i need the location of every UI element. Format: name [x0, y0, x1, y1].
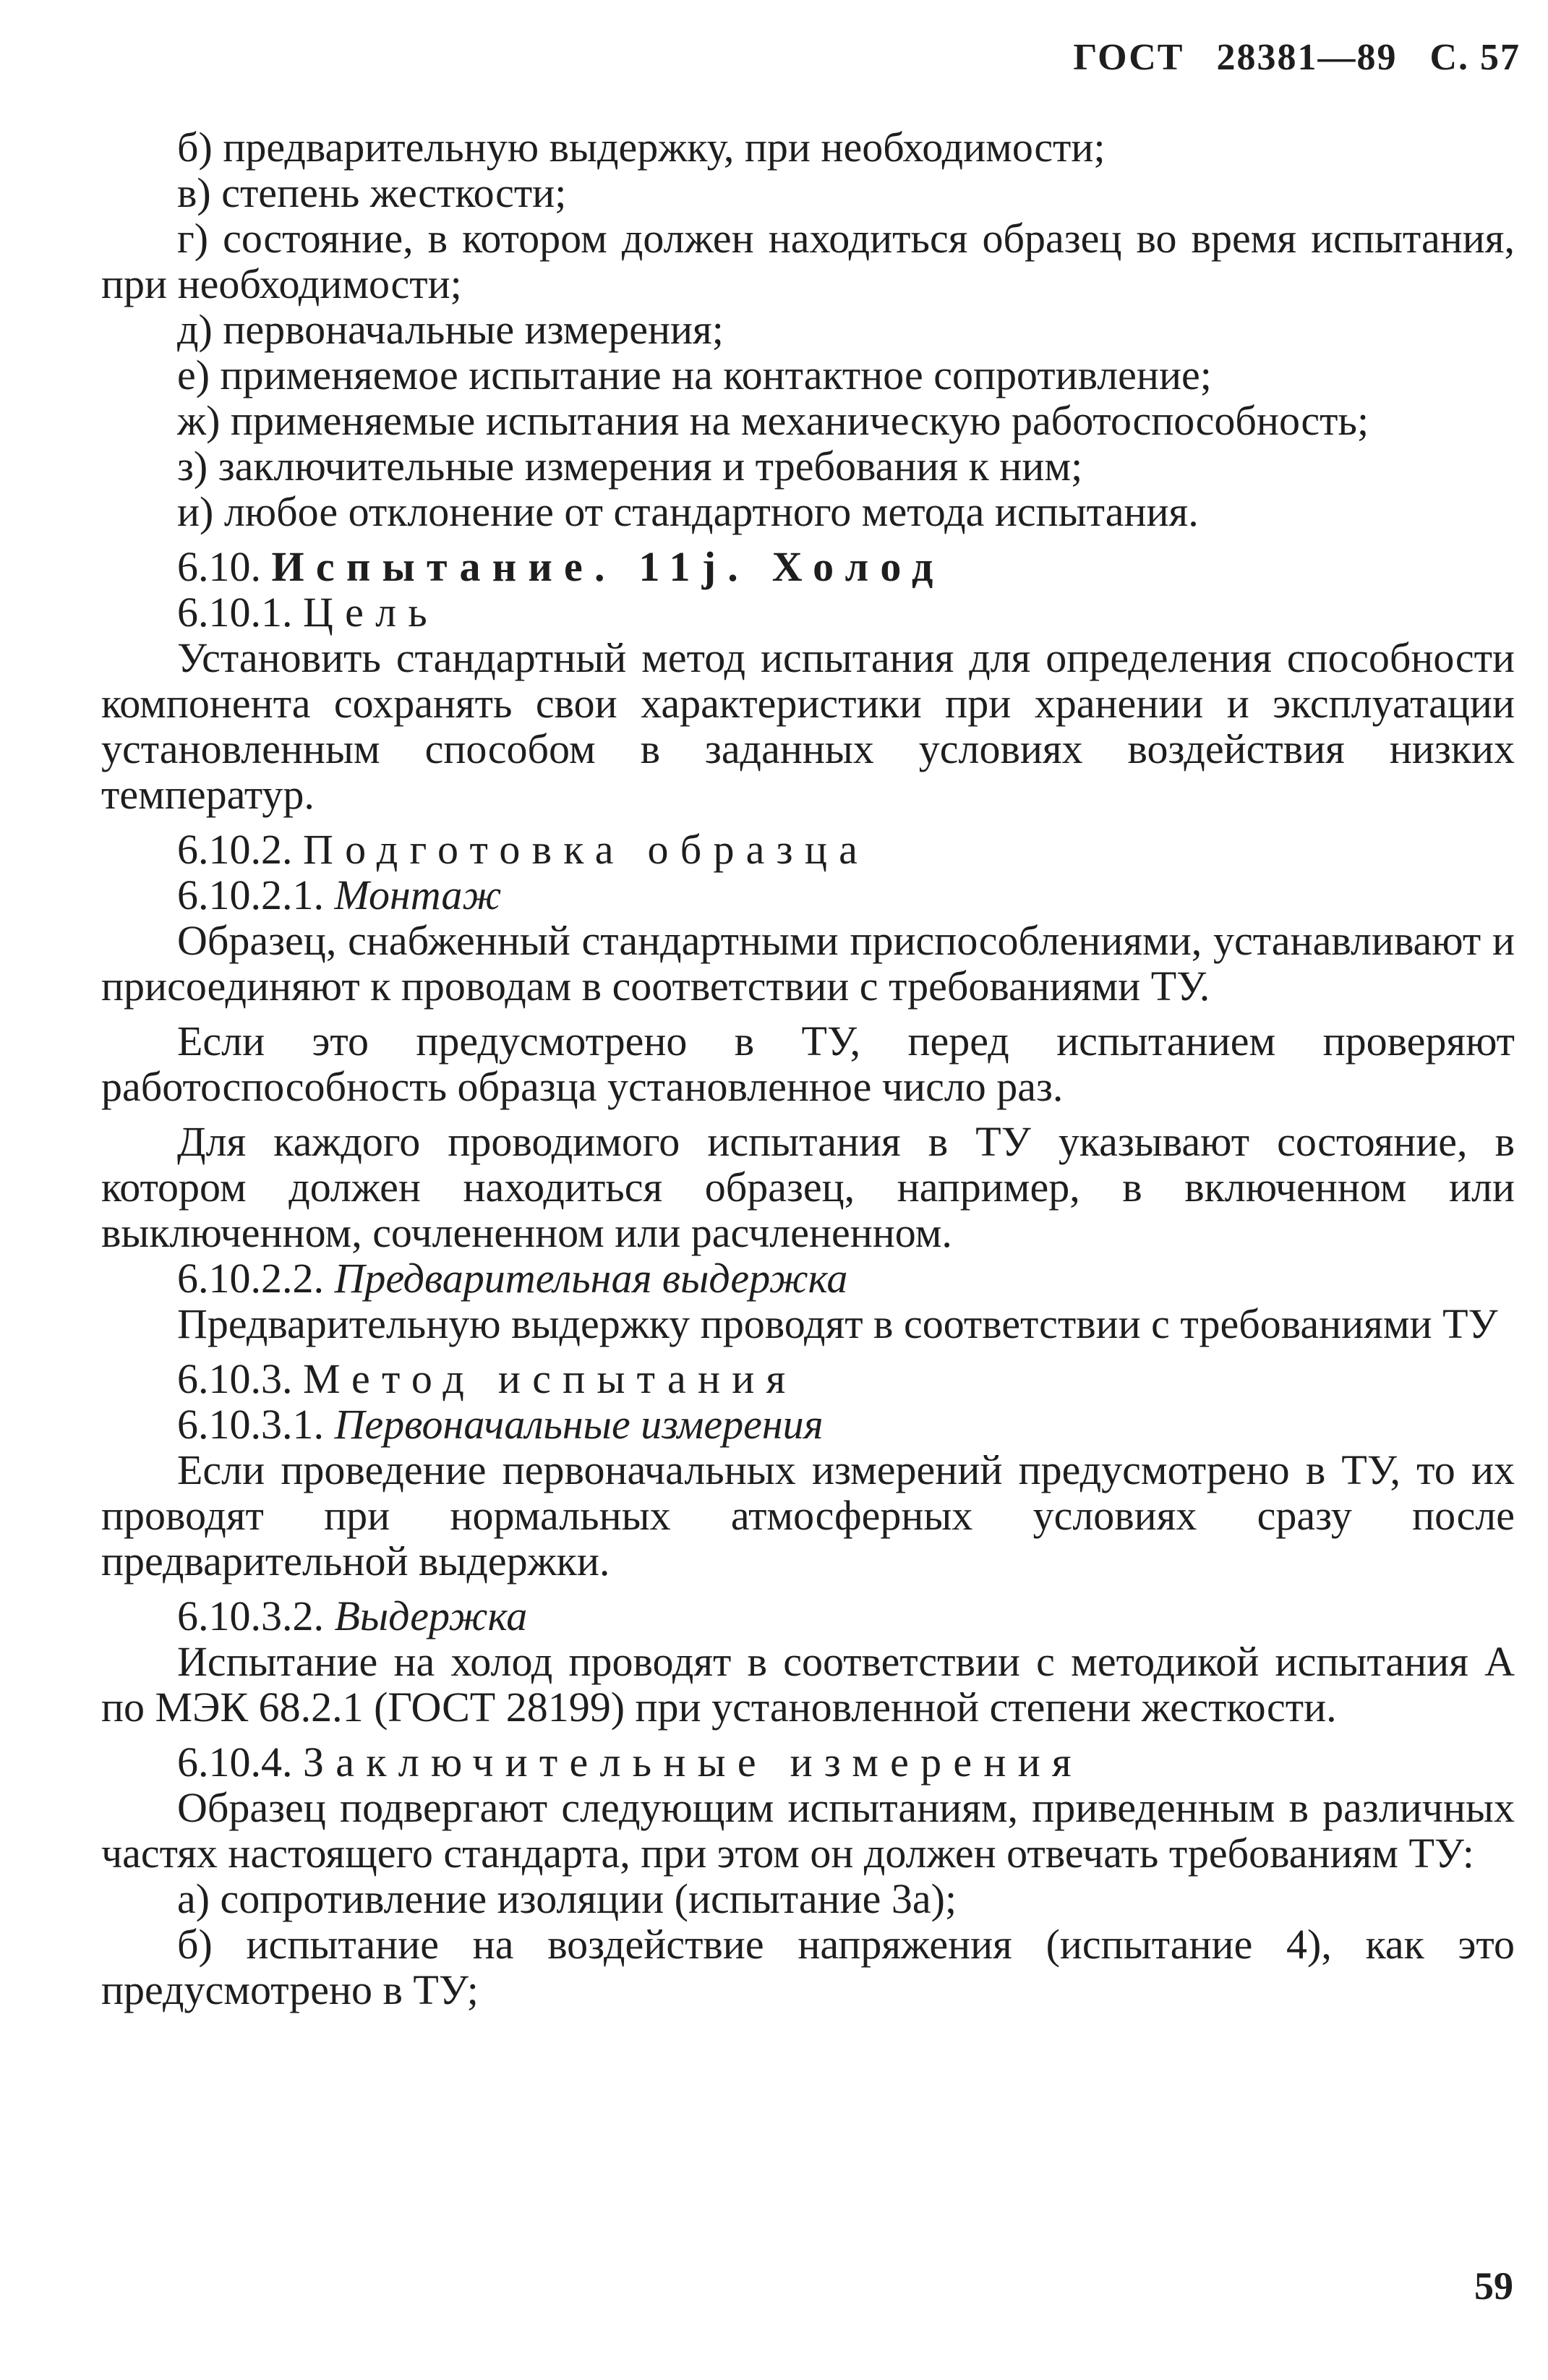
- section-number: 6.10.2.1.: [177, 871, 324, 918]
- subsection-heading: [101, 589, 1515, 635]
- subsection-heading: [101, 1739, 1515, 1785]
- section-title: Испытание. 11j. Холод: [271, 543, 945, 590]
- section-title: Выдержка: [334, 1592, 528, 1639]
- paragraph: Образец подвергают следующим испытаниям, приведенным в различных частях настоящего стандарта, при этом он должен отвечать требованиям ТУ:: [101, 1784, 1515, 1877]
- clause-heading: [101, 872, 1515, 918]
- paragraph: Если проведение первоначальных измерений предусмотрено в ТУ, то их проводят при нормальных атмосферных условиях сразу после предварительной выдержки.: [101, 1446, 1515, 1584]
- subsection-heading: [101, 1356, 1515, 1402]
- list-item: е) применяемое испытание на контактное сопротивление;: [177, 351, 1212, 398]
- paragraph: Если это предусмотрено в ТУ, перед испытанием проверяют работоспособность образца установленное число раз.: [101, 1018, 1515, 1110]
- header-page-ref: С. 57: [1429, 37, 1521, 78]
- clause-heading: [101, 1402, 1515, 1447]
- section-title: Подготовка образца: [303, 826, 870, 873]
- section-number: 6.10.3.1.: [177, 1401, 324, 1448]
- section-number: 6.10.3.2.: [177, 1592, 324, 1639]
- requirements-list: [101, 124, 1515, 534]
- paragraph: Испытание на холод проводят в соответствии с методикой испытания А по МЭК 68.2.1 (ГОСТ 28199) при установленной степени жесткости.: [101, 1638, 1515, 1731]
- section-title: Заключительные измерения: [303, 1739, 1083, 1786]
- clause-heading: [101, 1593, 1515, 1639]
- paragraph: Установить стандартный метод испытания для определения способности компонента сохранять свои характеристики при хранении и эксплуатации установленным способом в заданных условиях воздействия низких температур.: [101, 634, 1515, 818]
- section-number: 6.10.1.: [177, 589, 293, 636]
- list-item: в) степень жесткости;: [177, 169, 567, 216]
- paragraph: Для каждого проводимого испытания в ТУ указывают состояние, в котором должен находиться образец, например, в включенном или выключенном, сочлененном или расчлененном.: [101, 1118, 1515, 1256]
- list-item: а) сопротивление изоляции (испытание 3а);: [177, 1875, 957, 1922]
- list-item: и) любое отклонение от стандартного метода испытания.: [177, 488, 1199, 535]
- list-item: з) заключительные измерения и требования к ним;: [177, 443, 1083, 490]
- list-item: г) состояние, в котором должен находиться образец во время испытания, при необходимости;: [101, 215, 1515, 307]
- section-title: Первоначальные измерения: [334, 1401, 824, 1448]
- clause-heading: [101, 1255, 1515, 1301]
- paragraph: Предварительную выдержку проводят в соответствии с требованиями ТУ: [177, 1300, 1498, 1347]
- final-tests-list: [101, 1876, 1515, 2013]
- section-number: 6.10.2.2.: [177, 1255, 324, 1302]
- page-number: 59: [1474, 2264, 1513, 2308]
- list-item: б) испытание на воздействие напряжения (испытание 4), как это предусмотрено в ТУ;: [101, 1921, 1515, 2013]
- section-title: Метод испытания: [303, 1355, 797, 1402]
- section-number: 6.10.3.: [177, 1355, 293, 1402]
- section-title: Цель: [303, 589, 439, 636]
- list-item: ж) применяемые испытания на механическую работоспособность;: [177, 397, 1369, 444]
- section-heading: [101, 544, 1515, 589]
- section-title: Предварительная выдержка: [334, 1255, 848, 1302]
- list-item: б) предварительную выдержку, при необходимости;: [177, 124, 1106, 171]
- section-number: 6.10.4.: [177, 1739, 293, 1786]
- header-label: ГОСТ: [1073, 37, 1184, 78]
- section-number: 6.10.2.: [177, 826, 293, 873]
- paragraph: Образец, снабженный стандартными приспособлениями, устанавливают и присоединяют к проводам в соответствии с требованиями ТУ.: [101, 917, 1515, 1010]
- header-doc-number: 28381—89: [1216, 37, 1398, 78]
- document-body: [101, 124, 1515, 2013]
- subsection-heading: [101, 827, 1515, 872]
- section-title: Монтаж: [334, 871, 502, 918]
- page-header: [1073, 35, 1521, 80]
- list-item: д) первоначальные измерения;: [177, 306, 724, 353]
- section-number: 6.10.: [177, 543, 261, 590]
